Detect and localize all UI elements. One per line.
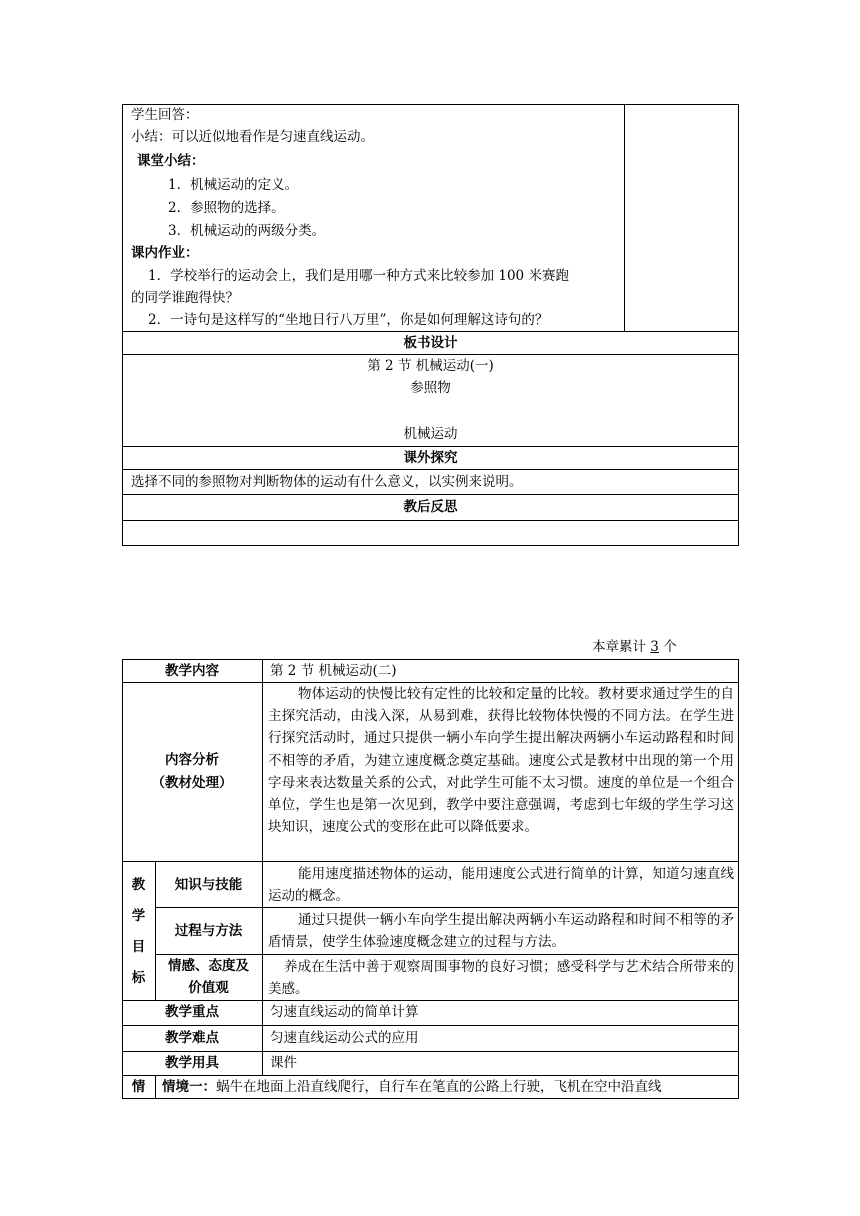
process-methods-label: 过程与方法: [174, 923, 243, 939]
teaching-goals-char: 标: [131, 970, 146, 986]
homework-item-1-cont: 的同学谁跑得快？: [131, 290, 239, 306]
knowledge-skills-label: 知识与技能: [174, 877, 243, 893]
content-analysis-label: 内容分析: [165, 752, 219, 768]
teaching-tools-value: 课件: [270, 1055, 297, 1071]
teaching-goals-char: 学: [131, 908, 146, 924]
emotion-values-sublabel: 价值观: [188, 980, 229, 996]
extracurricular-text: 选择不同的参照物对判断物体的运动有什么意义，以实例来说明。: [131, 474, 523, 490]
teaching-content-value: 第 2 节 机械运动(二): [270, 663, 397, 679]
homework-item-2: 2．一诗句是这样写的“坐地日行八万里”，你是如何理解这诗句的？: [148, 312, 549, 328]
student-answer-text: 学生回答：: [131, 107, 199, 123]
emotion-values-label: 情感、态度及: [168, 958, 249, 974]
board-design-item: 参照物: [410, 380, 451, 396]
teaching-goals-char: 目: [131, 939, 146, 955]
extracurricular-header: 课外探究: [403, 450, 458, 466]
class-summary-item: 2．参照物的选择。: [168, 200, 285, 216]
teaching-goals-label: [122, 870, 155, 994]
content-analysis-text: 物体运动的快慢比较有定性的比较和定量的比较。教材要求通过学生的自主探究活动，由浅入深，从易到难，获得比较物体快慢的不同方法。在学生进行探究活动时，通过只提供一辆小车向学生提出解决两辆小车运动路程和时间不相等的矛盾，为建立速度概念奠定基础。速度公式是教材中出现的第一个用字母来表达数量关系的公式，对此学生可能不太习惯。速度的单位是一个组合单位，学生也是第一次见到，教学中要注意强调，考虑到七年级的学生学习这块知识，速度公式的变形在此可以降低要求。: [268, 686, 734, 836]
process-methods-text: 通过只提供一辆小车向学生提出解决两辆小车运动路程和时间不相等的矛盾情景，使学生体验速度概念建立的过程与方法。: [268, 912, 734, 950]
situation-text: 蜗牛在地面上沿直线爬行，自行车在笔直的公路上行驶，飞机在空中沿直线: [216, 1079, 662, 1095]
class-summary-title: 课堂小结：: [137, 153, 205, 169]
teaching-difficulty-label: 教学难点: [165, 1030, 219, 1046]
teaching-content-label: 教学内容: [165, 663, 219, 679]
teaching-key-value: 匀速直线运动的简单计算: [270, 1004, 419, 1020]
content-analysis-sublabel: （教材处理）: [151, 775, 233, 791]
chapter-counter-prefix: 本章累计: [592, 639, 646, 655]
chapter-counter: [592, 637, 677, 657]
chapter-counter-count: 3: [650, 639, 659, 655]
teaching-key-label: 教学重点: [165, 1004, 219, 1020]
teaching-goals-char: 教: [131, 877, 146, 893]
board-design-title: 第 2 节 机械运动(一): [367, 358, 494, 374]
situation-line: [162, 1077, 662, 1097]
board-design-item: 机械运动: [403, 426, 458, 442]
class-summary-item: 3．机械运动的两级分类。: [168, 223, 326, 239]
chapter-counter-suffix: 个: [663, 639, 677, 655]
teaching-tools-label: 教学用具: [165, 1055, 219, 1071]
class-summary-item: 1．机械运动的定义。: [168, 177, 299, 193]
reflection-header: 教后反思: [403, 499, 458, 515]
emotion-values-text: 养成在生活中善于观察周围事物的良好习惯；感受科学与艺术结合所带来的美感。: [268, 959, 734, 997]
teaching-difficulty-value: 匀速直线运动公式的应用: [270, 1030, 419, 1046]
situation-label: 情: [131, 1079, 146, 1095]
knowledge-skills-text: 能用速度描述物体的运动，能用速度公式进行简单的计算，知道匀速直线运动的概念。: [268, 866, 734, 904]
homework-item-1: 1．学校举行的运动会上，我们是用哪一种方式来比较参加 100 米赛跑: [148, 268, 569, 284]
summary-text: 小结：可以近似地看作是匀速直线运动。: [131, 129, 374, 145]
homework-title: 课内作业：: [131, 245, 199, 261]
situation-title: 情境一：: [162, 1079, 216, 1095]
board-design-header: 板书设计: [403, 335, 458, 351]
